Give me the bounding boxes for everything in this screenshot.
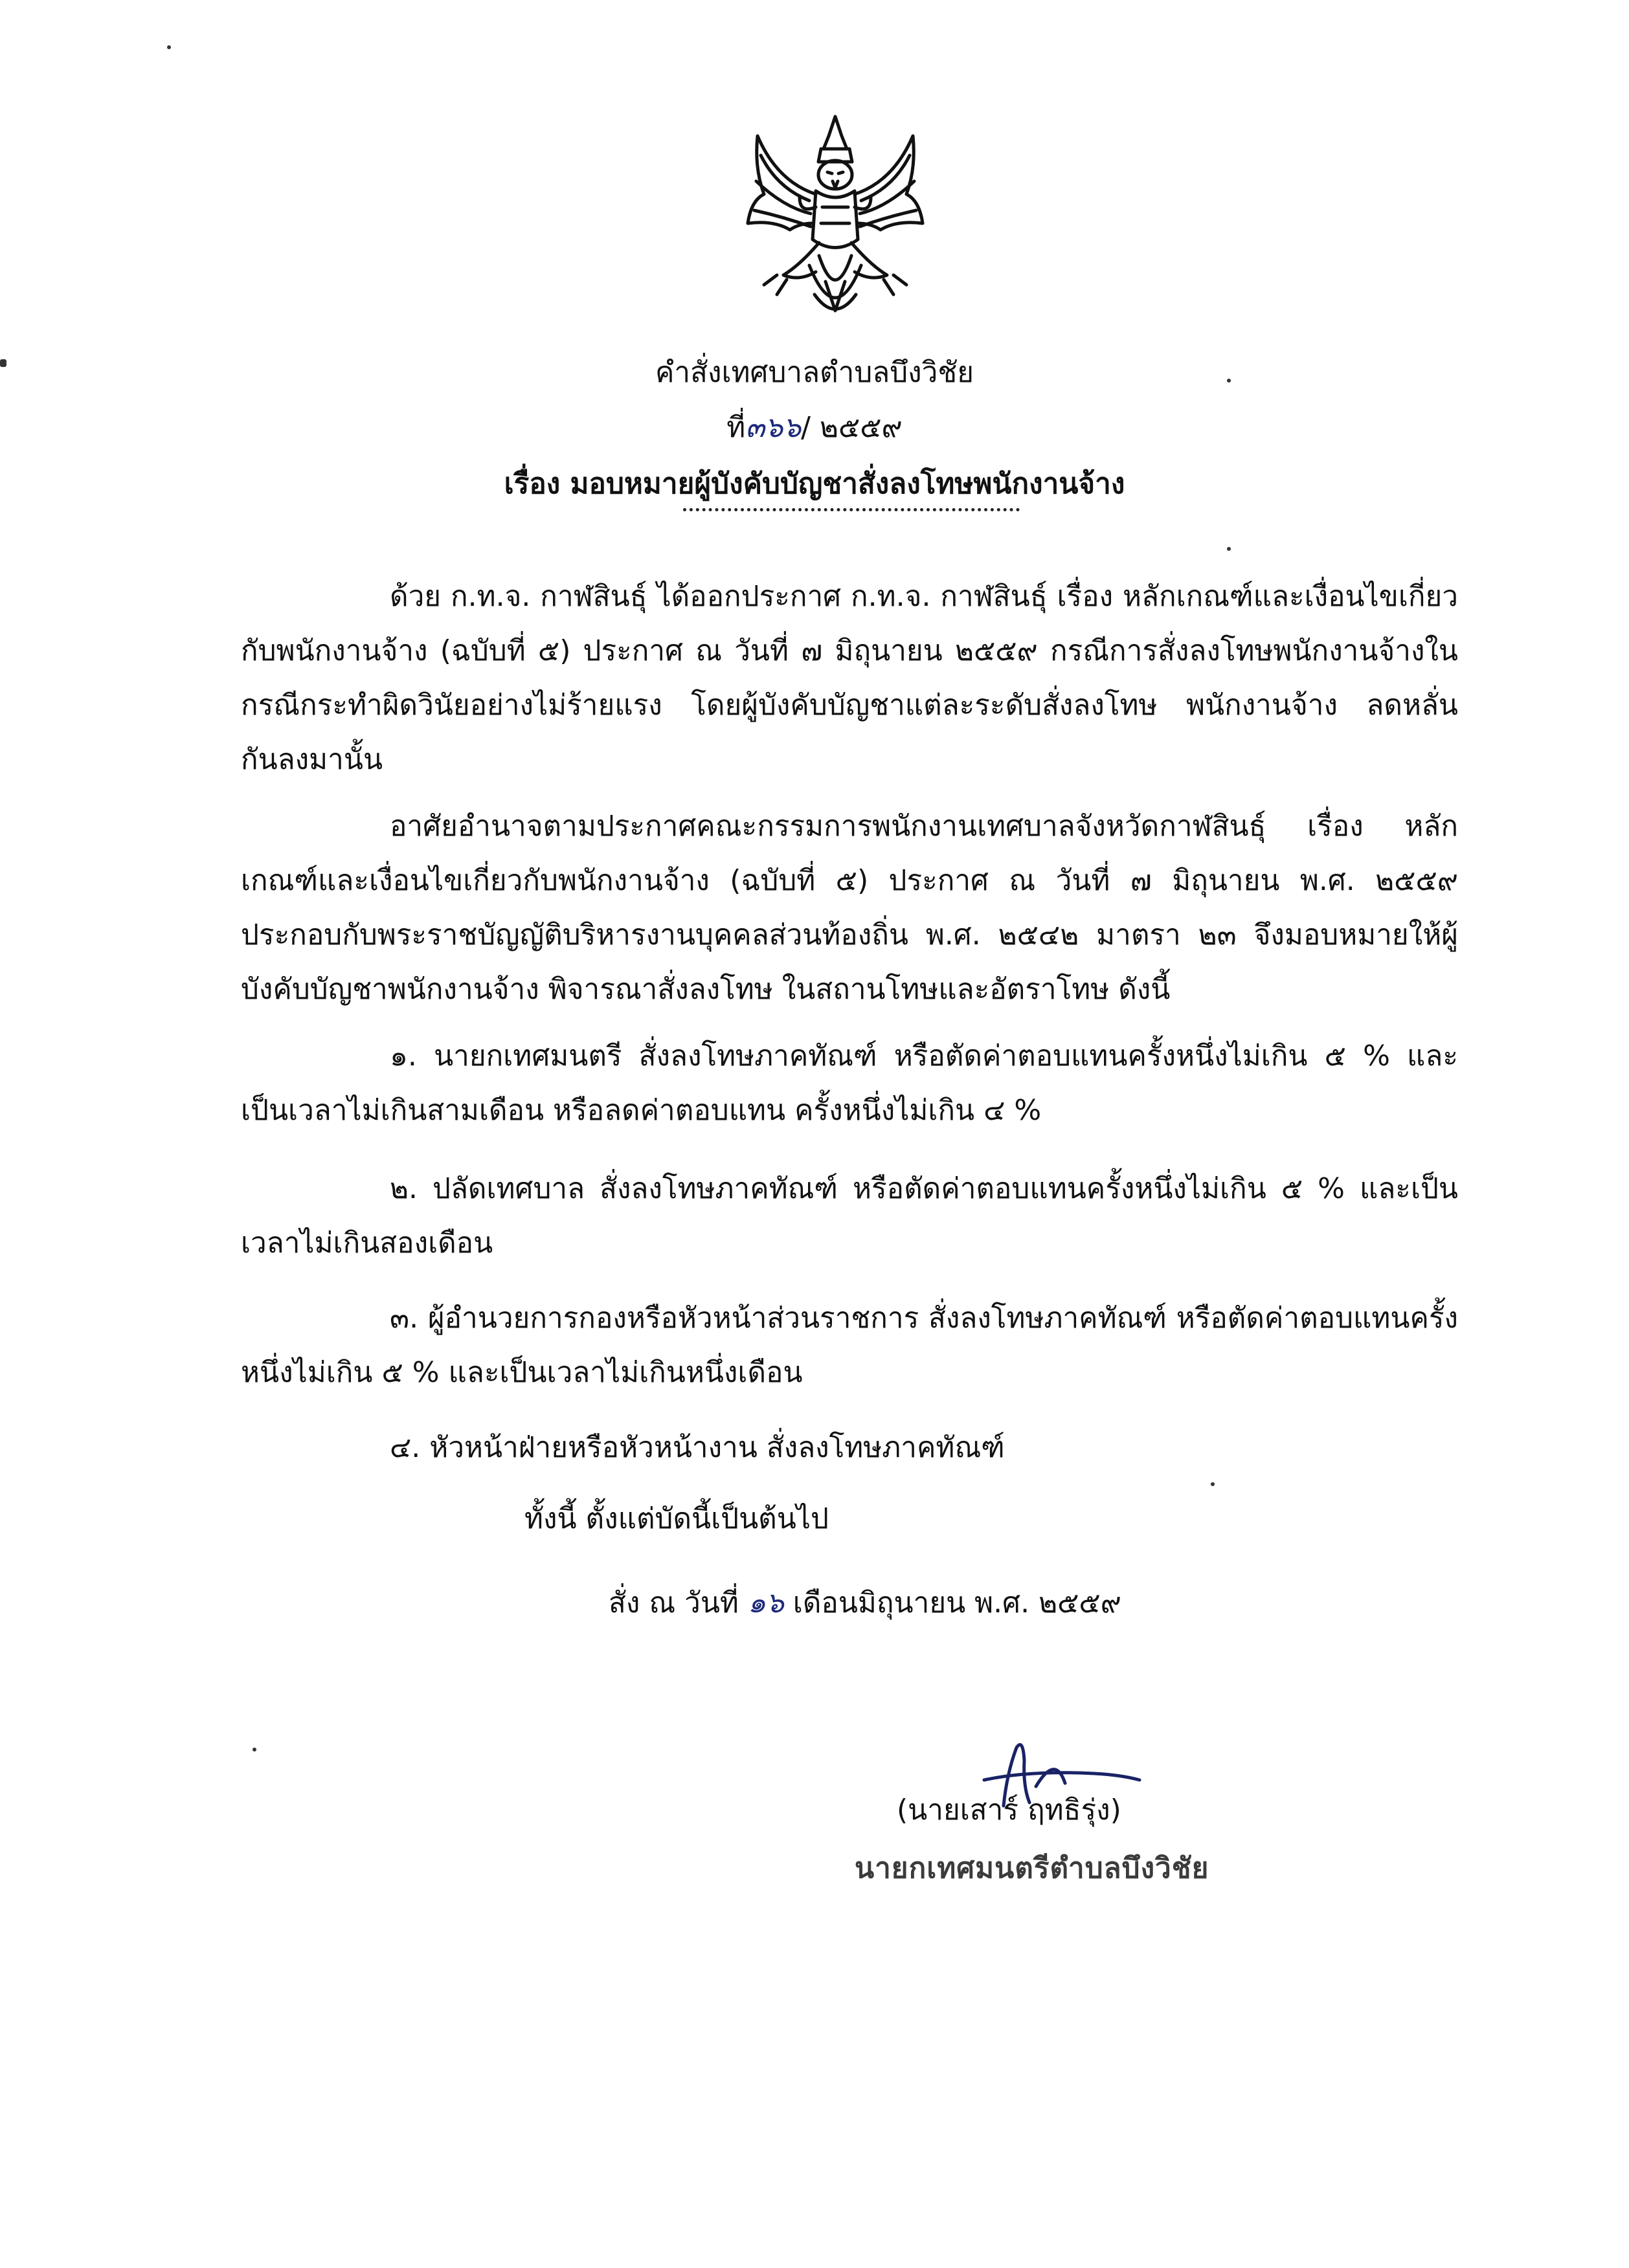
list-item-1: ๑. นายกเทศมนตรี สั่งลงโทษภาคทัณฑ์ หรือตัดค่าตอบแทนครั้งหนึ่งไม่เกิน ๕ % และเป็นเวลาไม่เกินสามเดือน หรือลดค่าตอบแทน ครั้งหนึ่งไม่เกิน ๔ % <box>241 1040 1458 1127</box>
order-subject: เรื่อง มอบหมายผู้บังคับบัญชาสั่งลงโทษพนักงานจ้าง <box>504 467 1125 500</box>
scan-speck <box>167 45 171 49</box>
order-date-handwritten-day: ๑๖ <box>747 1586 784 1619</box>
order-number-handwritten: ๓๖๖ <box>745 411 802 444</box>
signatory-name: (นายเสาร์ ฤทธิรุ่ง) <box>897 1794 1121 1827</box>
scan-speck <box>1211 1482 1215 1486</box>
list-item-2: ๒. ปลัดเทศบาล สั่งลงโทษภาคทัณฑ์ หรือตัดค่าตอบแทนครั้งหนึ่งไม่เกิน ๕ % และเป็นเวลาไม่เกินสองเดือน <box>241 1172 1458 1260</box>
dotted-divider <box>683 508 1020 511</box>
order-title: คำสั่งเทศบาลตำบลบึงวิชัย <box>655 356 974 389</box>
signatory-position: นายกเทศมนตรีตำบลบึงวิชัย <box>855 1852 1209 1885</box>
scan-speck <box>253 1748 256 1751</box>
scan-speck <box>1227 547 1231 551</box>
order-date-prefix: สั่ง ณ วันที่ <box>609 1586 739 1619</box>
order-number-prefix: ที่ <box>726 411 746 444</box>
order-date-suffix: เดือนมิถุนายน พ.ศ. ๒๕๕๙ <box>792 1586 1121 1619</box>
body-paragraph-1: ด้วย ก.ท.จ. กาฬสินธุ์ ได้ออกประกาศ ก.ท.จ. กาฬสินธุ์ เรื่อง หลักเกณฑ์และเงื่อนไขเกี่ยวกับพนักงานจ้าง (ฉบับที่ ๕) ประกาศ ณ วันที่ ๗ มิถุนายน ๒๕๕๙ กรณีการสั่งลงโทษพนักงานจ้างในกรณีกระทำผิดวินัยอย่างไม่ร้ายแรง โดยผู้บังคับบัญชาแต่ละระดับสั่งลงโทษ พนักงานจ้าง ลดหลั่นกันลงมานั้น <box>241 580 1458 776</box>
list-item-3: ๓. ผู้อำนวยการกองหรือหัวหน้าส่วนราชการ สั่งลงโทษภาคทัณฑ์ หรือตัดค่าตอบแทนครั้งหนึ่งไม่เกิน ๕ % และเป็นเวลาไม่เกินหนึ่งเดือน <box>241 1302 1458 1389</box>
scan-speck <box>1227 379 1231 383</box>
body-paragraph-2: อาศัยอำนาจตามประกาศคณะกรรมการพนักงานเทศบาลจังหวัดกาฬสินธุ์ เรื่อง หลักเกณฑ์และเงื่อนไขเกี่ยวกับพนักงานจ้าง (ฉบับที่ ๕) ประกาศ ณ วันที่ ๗ มิถุนายน พ.ศ. ๒๕๕๙ ประกอบกับพระราชบัญญัติบริหารงานบุคคลส่วนท้องถิ่น พ.ศ. ๒๕๔๒ มาตรา ๒๓ จึงมอบหมายให้ผู้บังคับบัญชาพนักงานจ้าง พิจารณาสั่งลงโทษ ในสถานโทษและอัตราโทษ ดังนี้ <box>241 810 1458 1006</box>
garuda-emblem-icon <box>738 110 932 337</box>
effective-statement: ทั้งนี้ ตั้งแต่บัดนี้เป็นต้นไป <box>524 1502 829 1535</box>
order-number <box>0 405 1629 450</box>
order-date <box>609 1576 1121 1630</box>
list-item-4: ๔. หัวหน้าฝ่ายหรือหัวหน้างาน สั่งลงโทษภาคทัณฑ์ <box>390 1431 1005 1464</box>
order-number-suffix: / ๒๕๕๙ <box>801 411 903 444</box>
scan-speck <box>0 359 6 367</box>
